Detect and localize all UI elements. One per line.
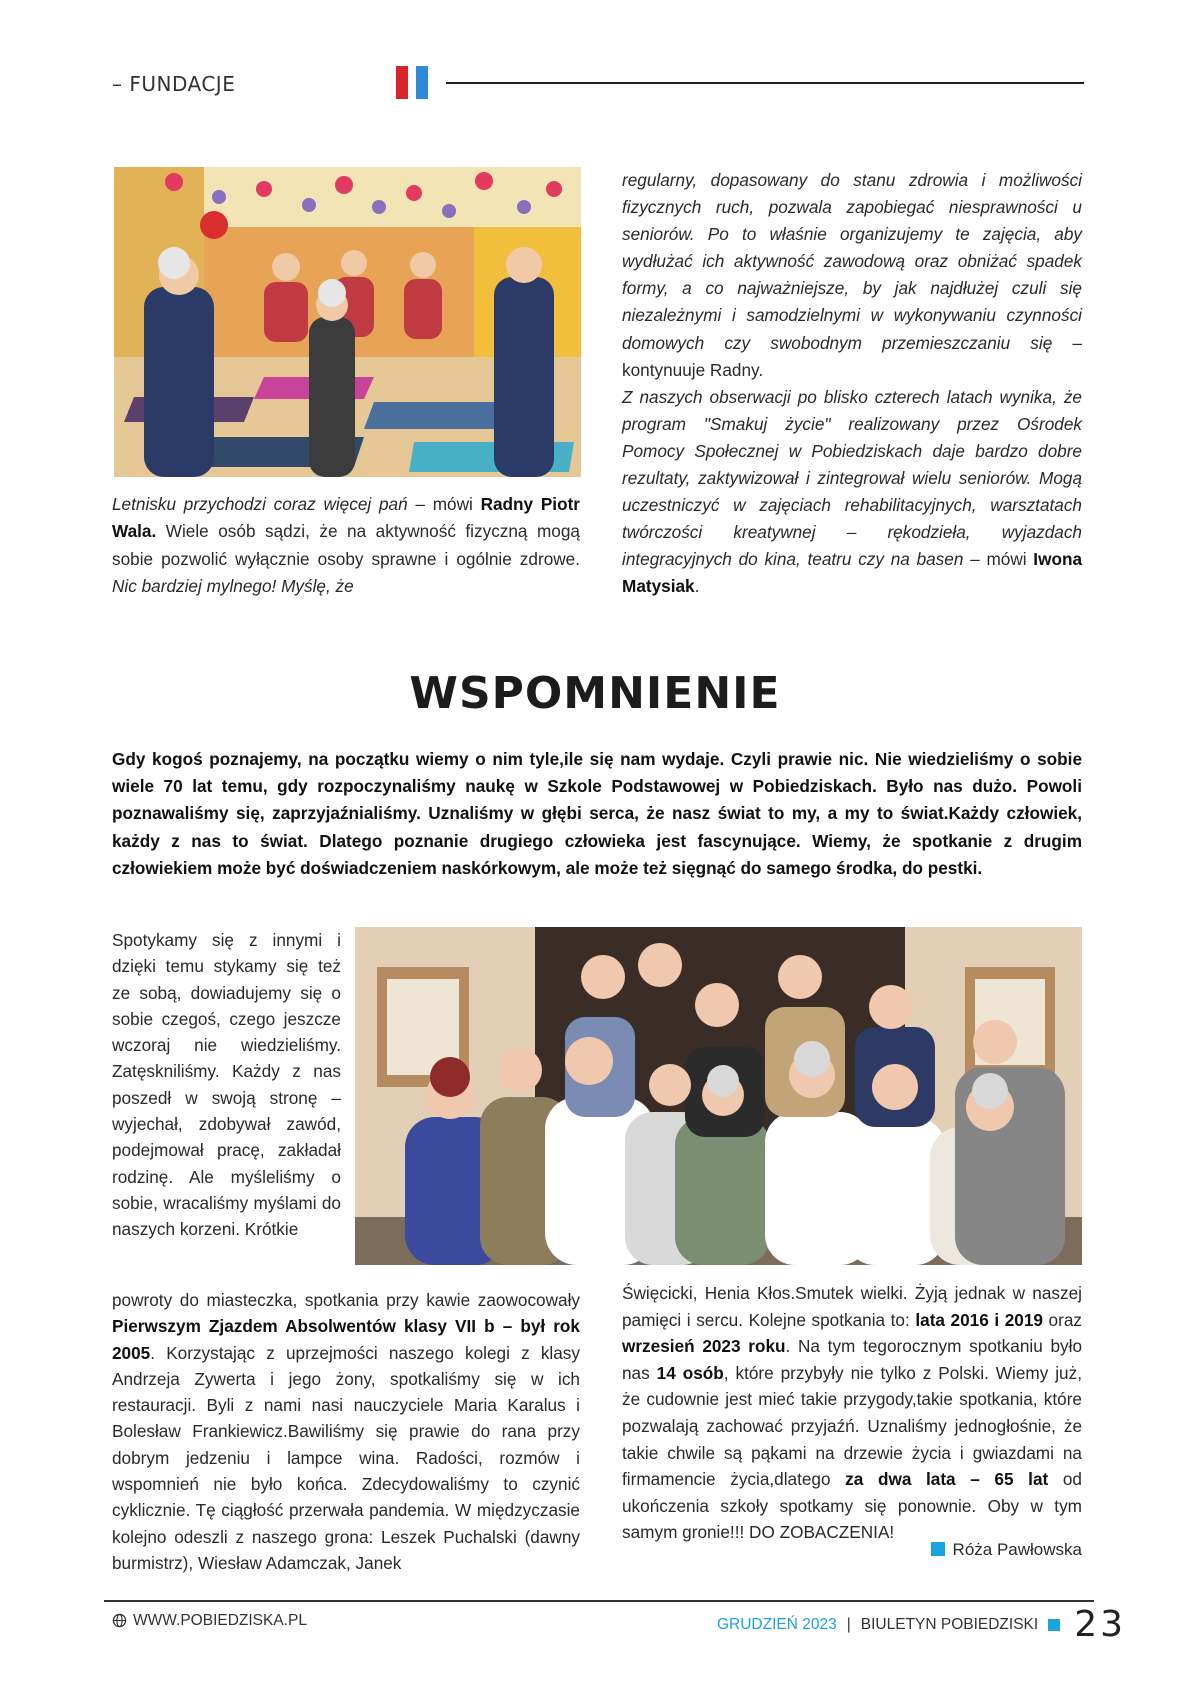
globe-icon — [112, 1613, 127, 1633]
footer-issue: GRUDZIEŃ 2023 — [716, 1615, 837, 1633]
author-name: Róża Pawłowska — [952, 1540, 1082, 1559]
author-marker-square — [931, 1542, 945, 1556]
flag-blue-bar — [416, 66, 428, 99]
footer-url[interactable] — [112, 1612, 307, 1633]
footer-marker-square — [1048, 1619, 1060, 1631]
article-body-right: Święcicki, Henia Kłos.Smutek wielki. Żyją jednak w naszej pamięci i sercu. Kolejne spotkania to: lata 2016 i 2019 oraz wrzesień 2023 roku. Na tym tegorocznym spotkaniu było nas 14 osób, które przybyły nie tylko z Polski. Wiemy już, że cudownie jest mieć takie przygody,takie spotkania, które pozwalają zachować przyjaźń. Uznaliśmy jednogłośnie, że takie chwile są pąkami na drzewie życia i gwiazdami na firmamencie życia,dlatego za dwa lata – 65 lat od ukończenia szkoły spotkamy się ponownie. Oby w tym samym gronie!!! DO ZOBACZENIA! — [622, 1283, 1082, 1543]
article-title: WSPOMNIENIE — [409, 668, 781, 719]
article-body-left: powroty do miasteczka, spotkania przy kawie zaowocowały Pierwszym Zjazdem Absolwentów klasy VII b – był rok 2005. Korzystając z uprzejmości naszego kolegi z klasy Andrzeja Zywerta i jego żony, spotkaliśmy się w ich restauracji. Byli z nami nasi nauczyciele Maria Karalus i Bolesław Frankiewicz.Bawiliśmy się prawie do rana przy dobrym jedzeniu i lampce wina. Radości, rozmów i wspomnień nie było końca. Zdecydowaliśmy to czynić cyklicznie. Tę ciągłość przerwała pandemia. W międzyczasie kolejno odeszli z naszego grona: Leszek Puchalski (dawny burmistrz), Wiesław Adamczak, Janek — [112, 1290, 580, 1573]
header-rule — [446, 82, 1084, 84]
author-signature — [931, 1540, 1082, 1560]
group-photo — [355, 927, 1082, 1265]
footer-publication: BIULETYN POBIEDZISKI — [860, 1615, 1039, 1633]
right-column-text: regularny, dopasowany do stanu zdrowia i możliwości fizycznych ruch, pozwala zapobiegać niesprawności u seniorów. Po to właśnie organizujemy te zajęcia, aby wydłużać ich aktywność zawodową oraz obniżać spadek formy, a co najważniejsze, by jak najdłużej czuli się niezależnymi i samodzielnymi w wykonywaniu czynności domowych czy swobodnym przemieszczaniu się – kontynuuje Radny. Z naszych obserwacji po blisko czterech latach wynika, że program "Smakuj życie" realizowany przez Ośrodek Pomocy Społecznej w Pobiedziskach daje bardzo dobre rezultaty, zaktywizował i zintegrował wielu seniorów. Mogą uczestniczyć w zajęciach rehabilitacyjnych, warsztatach twórczości kreatywnej – rękodzieła, wyjazdach integracyjnych do kina, teatru czy na basen – mówi Iwona Matysiak. — [622, 170, 1083, 597]
section-label: – FUNDACJE — [112, 72, 236, 96]
footer-right — [717, 1604, 1126, 1645]
article-lead: Gdy kogoś poznajemy, na początku wiemy o nim tyle,ile się nam wydaje. Czyli prawie nic. Nie wiedzieliśmy o sobie wiele 70 lat temu, gdy rozpoczynaliśmy naukę w Szkole Podstawowej w Pobiedziskach. Było nas dużo. Powoli poznawaliśmy się, zaprzyjaźnialiśmy. Uznaliśmy w głębi serca, że nasz świat to my, a my to świat.Każdy człowiek, każdy z nas to świat. Dlatego poznanie drugiego człowieka jest fascynujące. Wiemy, że spotkanie z drugim człowiekiem może być doświadczeniem naskórkowym, ale może też sięgnąć do samego środka, do pestki. — [112, 749, 1082, 878]
photo-caption-left: Letnisku przychodzi coraz więcej pań – mówi Radny Piotr Wala. Wiele osób sądzi, że na aktywność fizyczną mogą sobie pozwolić wyłącznie osoby sprawne i ogólnie zdrowe. Nic bardziej mylnego! Myślę, że — [112, 494, 580, 597]
page-number: 23 — [1074, 1604, 1126, 1645]
flag-red-bar — [396, 66, 408, 99]
footer-rule — [104, 1600, 1094, 1602]
footer-separator: | — [846, 1615, 851, 1633]
left-narrow-column: Spotykamy się z innymi i dzięki temu stykamy się też ze sobą, dowiadujemy się o sobie czegoś, czego jeszcze wczoraj nie wiedzieliśmy. Zatęskniliśmy. Każdy z nas poszedł w swoją stronę – wyjechał, zdobywał zawód, podejmował pracę, zakładał rodzinę. Ale myśleliśmy o sobie, wracaliśmy myślami do naszych korzeni. Krótkie — [112, 930, 341, 1240]
footer-url-text: WWW.POBIEDZISKA.PL — [133, 1612, 307, 1629]
exercise-class-photo — [114, 167, 581, 477]
